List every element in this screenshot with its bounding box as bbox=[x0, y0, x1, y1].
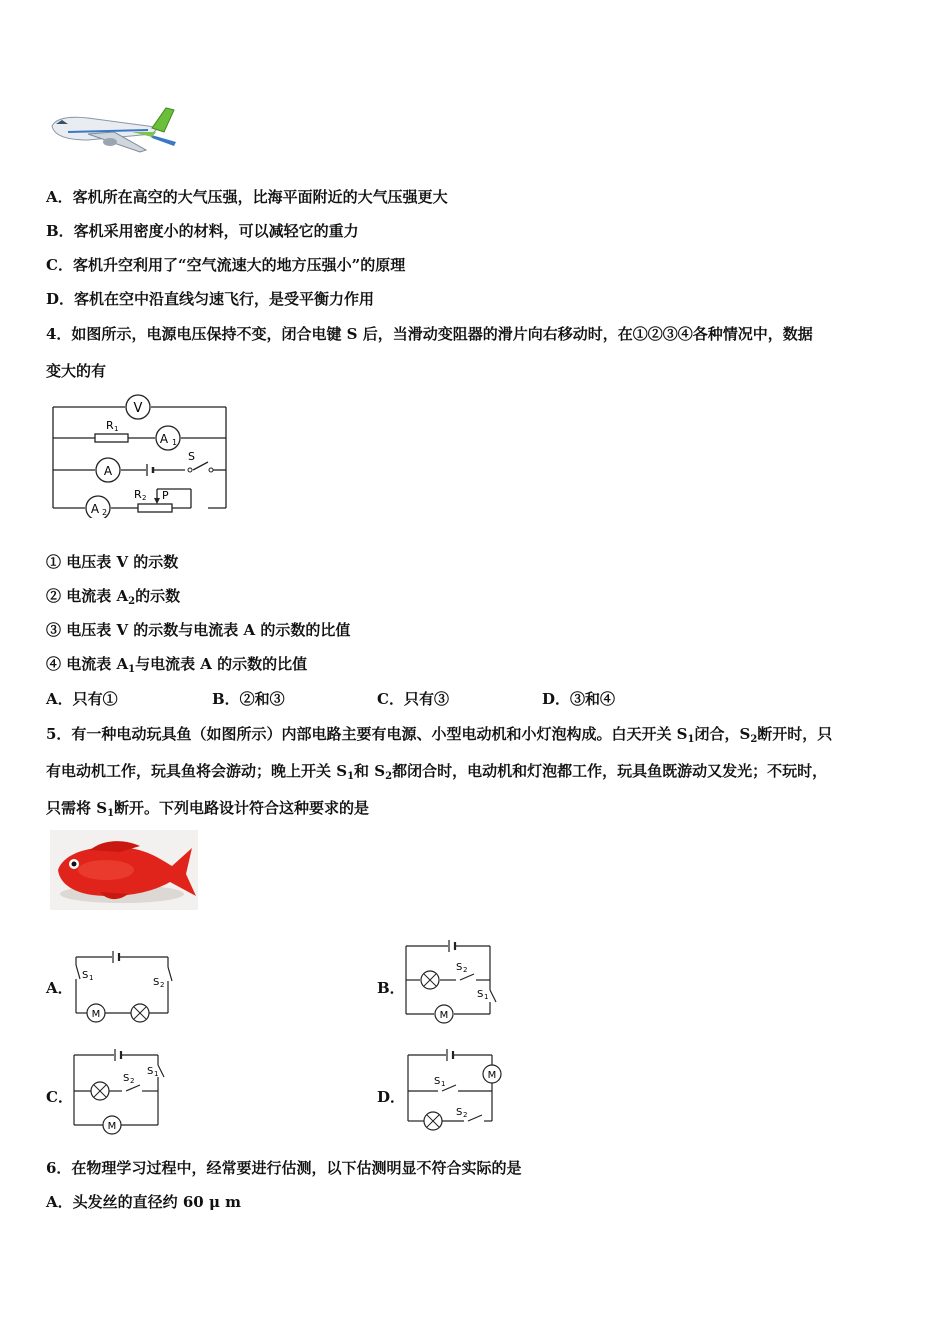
switch-s1-subscript: 1 bbox=[441, 1080, 446, 1088]
q3-option-b: B．客机采用密度小的材料，可以减轻它的重力 bbox=[46, 222, 359, 240]
switch-s1-label: S bbox=[434, 1076, 441, 1087]
switch-s1-label: S bbox=[82, 970, 89, 981]
switch-s1-label: S bbox=[477, 989, 484, 1000]
q6-stem: 6．在物理学习过程中，经常要进行估测，以下估测明显不符合实际的是 bbox=[46, 1159, 522, 1177]
motor-label: M bbox=[439, 1010, 449, 1021]
q4-choice-b: B．②和③ bbox=[212, 690, 285, 708]
q4-item-4: ④ 电流表 $A_1$与电流表 A 的示数的比值 bbox=[46, 655, 308, 675]
ammeter-a2-subscript: 2 bbox=[102, 508, 108, 517]
switch-s2-label: S bbox=[153, 977, 160, 988]
switch-s2-subscript: 2 bbox=[160, 981, 165, 989]
airplane-image bbox=[48, 104, 182, 162]
q5-circuit-a bbox=[70, 945, 175, 1025]
rheostat-r2-label: R bbox=[134, 488, 142, 501]
q4-choice-d: D．③和④ bbox=[542, 690, 616, 708]
q5-stem-line2: 有电动机工作，玩具鱼将会游动；晚上开关 $S_1$和 $S_2$都闭合时，电动机和灯泡都工作，玩具鱼既游动又发光；不玩时， bbox=[46, 762, 828, 782]
motor-label: M bbox=[107, 1121, 117, 1132]
q4-stem-line2: 变大的有 bbox=[46, 362, 107, 380]
q4-item-2: ② 电流表 $A_2$的示数 bbox=[46, 587, 181, 607]
q3-option-c: C．客机升空利用了“空气流速大的地方压强小”的原理 bbox=[46, 256, 406, 274]
q4-choice-a: A．只有① bbox=[46, 690, 118, 708]
switch-s1-subscript: 1 bbox=[484, 993, 489, 1001]
ammeter-a1-subscript: 1 bbox=[172, 438, 178, 447]
ammeter-a2-label: A bbox=[90, 502, 100, 516]
switch-s1-subscript: 1 bbox=[89, 974, 94, 982]
switch-s1-subscript: 1 bbox=[154, 1070, 159, 1078]
motor-label: M bbox=[487, 1070, 497, 1081]
switch-s2-label: S bbox=[123, 1073, 130, 1084]
q5-option-d-label: D． bbox=[377, 1088, 406, 1106]
q3-option-d: D．客机在空中沿直线匀速飞行，是受平衡力作用 bbox=[46, 290, 375, 308]
motor-label: M bbox=[91, 1009, 101, 1020]
q5-stem-line1: 5．有一种电动玩具鱼（如图所示）内部电路主要有电源、小型电动机和小灯泡构成。白天开关 $S_1$闭合，$S_2$断开时，只 bbox=[46, 725, 833, 745]
q5-stem-line3: 只需将 $S_1$断开。下列电路设计符合这种要求的是 bbox=[46, 799, 370, 819]
q6-option-a: A．头发丝的直径约 60 μ m bbox=[46, 1193, 242, 1211]
q4-item-1: ① 电压表 V 的示数 bbox=[46, 553, 179, 571]
rheostat-r2-subscript: 2 bbox=[142, 494, 147, 502]
switch-s2-subscript: 2 bbox=[130, 1077, 135, 1085]
q4-item-3: ③ 电压表 V 的示数与电流表 A 的示数的比值 bbox=[46, 621, 351, 639]
voltmeter-v-label: V bbox=[133, 401, 143, 416]
q5-circuit-c bbox=[70, 1045, 170, 1135]
slider-p-label: P bbox=[162, 489, 169, 502]
q3-option-a: A．客机所在高空的大气压强，比海平面附近的大气压强更大 bbox=[46, 188, 448, 206]
q4-circuit-diagram bbox=[50, 392, 232, 518]
q5-circuit-b bbox=[402, 938, 502, 1024]
switch-s-label: S bbox=[188, 450, 195, 463]
switch-s2-label: S bbox=[456, 962, 463, 973]
q5-option-b-label: B． bbox=[377, 979, 405, 997]
switch-s1-label: S bbox=[147, 1066, 154, 1077]
resistor-r1-subscript: 1 bbox=[114, 425, 119, 433]
q5-option-c-label: C． bbox=[46, 1088, 73, 1106]
q4-choice-c: C．只有③ bbox=[377, 690, 449, 708]
ammeter-a1-label: A bbox=[159, 432, 169, 446]
switch-s2-label: S bbox=[456, 1107, 463, 1118]
q5-option-a-label: A． bbox=[46, 979, 73, 997]
resistor-r1-label: R bbox=[106, 419, 114, 432]
switch-s2-subscript: 2 bbox=[463, 966, 468, 974]
switch-s2-subscript: 2 bbox=[463, 1111, 468, 1119]
q5-circuit-d bbox=[402, 1045, 508, 1137]
q4-stem-line1: 4．如图所示，电源电压保持不变，闭合电键 S 后，当滑动变阻器的滑片向右移动时，在①②③④各种情况中，数据 bbox=[46, 325, 813, 343]
ammeter-a-label: A bbox=[103, 464, 113, 478]
toy-fish-image bbox=[50, 830, 198, 910]
